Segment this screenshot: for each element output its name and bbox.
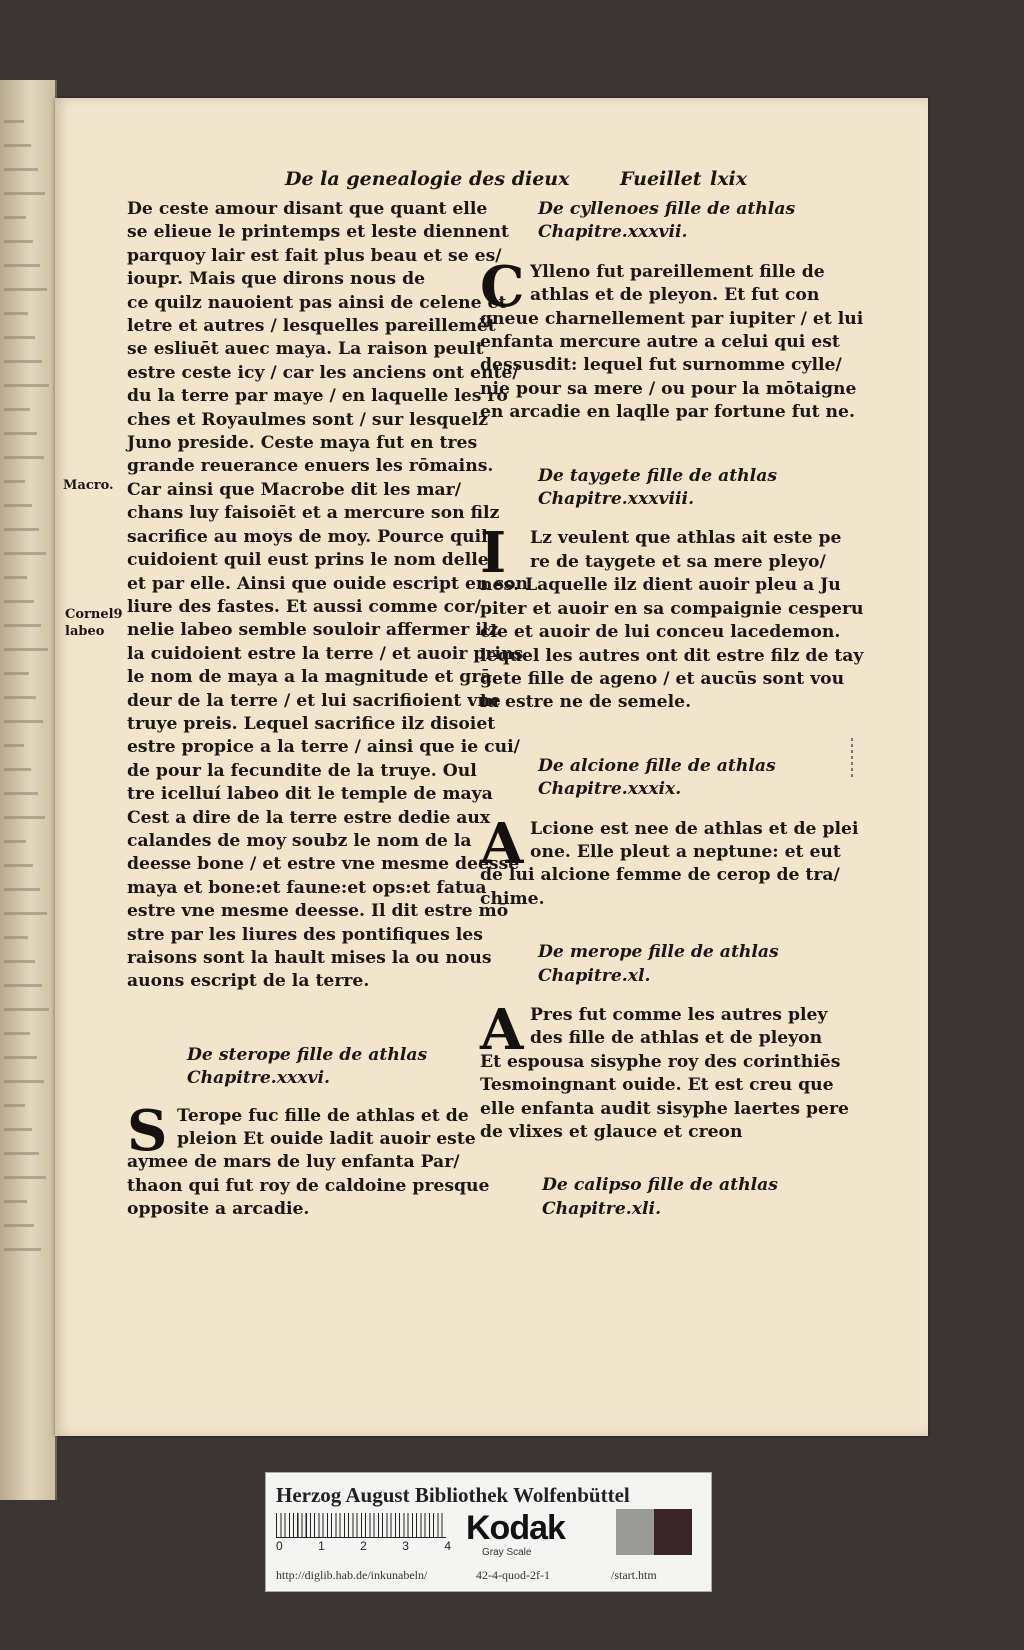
text-line: ches et Royaulmes sont / sur lesquelz [127, 409, 489, 430]
text-line: athlas et de pleyon. Et fut con [530, 285, 820, 306]
margin-note-macro: Macro. [63, 478, 114, 493]
chapter-number: Chapitre.xl. [538, 965, 651, 986]
card-title: Herzog August Bibliothek Wolfenbüttel [276, 1483, 630, 1507]
text-line: de vlixes et glauce et creon [480, 1122, 743, 1142]
drop-cap: I [480, 520, 507, 587]
text-line: sacrifice au moys de moy. Pource quilz [127, 526, 498, 547]
ghost-text-line [4, 504, 32, 507]
text-line: thaon qui fut roy de caldoine presque [127, 1175, 490, 1196]
text-line: deesse bone / et estre vne mesme deesse [127, 854, 520, 875]
ghost-text-line [4, 792, 38, 795]
folio-number: lxix [710, 168, 748, 190]
ghost-text-line [4, 456, 44, 459]
ghost-text-line [4, 264, 40, 267]
text-line: cle et auoir de lui conceu lacedemon. [480, 622, 841, 643]
ghost-text-line [4, 1008, 49, 1011]
ghost-text-line [4, 984, 42, 987]
chapter-heading: De merope fille de athlas [538, 942, 779, 963]
swatch-mid-gray [616, 1509, 654, 1555]
drop-cap: A [480, 996, 524, 1063]
text-line: lu estre ne de semele. [480, 692, 692, 713]
drop-cap: A [480, 810, 524, 877]
text-line: dessusdit: lequel fut surnomme cylle/ [480, 355, 842, 376]
text-line: letre et autres / lesquelles pareillemēt [127, 316, 496, 337]
merope-text [480, 996, 860, 1144]
drop-cap: C [480, 253, 525, 320]
text-line: truye preis. Lequel sacrifice ilz disoiet [127, 713, 496, 734]
text-line: Et espousa sisyphe roy des corinthiēs [480, 1051, 841, 1072]
text-line: raisons sont la hault mises la ou nous [127, 948, 492, 968]
text-line: Car ainsi que Macrobe dit les mar/ [127, 479, 461, 500]
previous-page-edge [0, 80, 57, 1500]
ghost-text-line [4, 168, 38, 171]
text-line: Juno preside. Ceste maya fut en tres [127, 433, 478, 454]
text-line: Pres fut comme les autres pley [530, 1004, 828, 1025]
drop-cap: S [127, 1097, 168, 1164]
text-line: et par elle. Ainsi que ouide escript en son [127, 573, 529, 594]
running-head: De la genealogie des dieux [285, 168, 570, 190]
text-line: se elieue le printemps et leste diennent [127, 222, 509, 243]
ghost-text-line [4, 1032, 30, 1035]
text-line: enfanta mercure autre a celui qui est [480, 332, 840, 353]
ghost-text-line [4, 480, 25, 483]
ghost-text-line [4, 336, 35, 339]
ghost-text-line [4, 528, 39, 531]
chapter-number: Chapitre.xxxviii. [538, 489, 695, 510]
ghost-text-line [4, 1176, 46, 1179]
folio-label: Fueillet [620, 168, 702, 190]
taygete-heading-block [480, 465, 860, 512]
text-line: deur de la terre / et lui sacrifioient vne [127, 690, 501, 711]
text-line: De ceste amour disant que quant elle [127, 199, 488, 219]
text-line: chime. [480, 888, 545, 909]
chapter-heading: De taygete fille de athlas [538, 465, 778, 486]
text-line: pleion Et ouide ladit auoir este [177, 1129, 476, 1150]
chapter-heading: De alcione fille de athlas [538, 755, 776, 776]
ghost-text-line [4, 1248, 41, 1251]
ghost-text-line [4, 288, 47, 291]
ruler-numbers [276, 1539, 451, 1553]
text-line: ce quilz nauoient pas ainsi de celene et [127, 292, 507, 313]
text-line: de lui alcione femme de cerop de tra/ [480, 865, 840, 886]
text-line: liure des fastes. Et aussi comme cor/ [127, 596, 481, 617]
ghost-text-line [4, 240, 33, 243]
color-reference-card [265, 1472, 712, 1592]
alcione-heading-block [480, 755, 860, 802]
text-line: se esliuēt auec maya. La raison peult [127, 339, 484, 360]
text-line: de pour la fecundite de la truye. Oul [127, 760, 477, 781]
ghost-text-line [4, 1224, 34, 1227]
calipso-heading-block [480, 1174, 860, 1221]
text-line: ioupr. Mais que dirons nous de [127, 269, 426, 290]
ghost-text-line [4, 840, 26, 843]
ghost-text-line [4, 936, 28, 939]
alcione-text [480, 810, 860, 912]
chapter-heading: De cyllenoes fille de athlas [538, 199, 796, 219]
ghost-text-line [4, 864, 33, 867]
text-line: elle enfanta audit sisyphe laertes pere [480, 1098, 849, 1119]
chapter-number: Chapitre.xxxvi. [187, 1068, 331, 1089]
ghost-text-line [4, 216, 26, 219]
ghost-text-line [4, 576, 27, 579]
text-line: Lcione est nee de athlas et de plei [530, 818, 859, 839]
chapter-heading: De calipso fille de athlas [542, 1175, 778, 1196]
ruler-number: 1 [318, 1539, 325, 1553]
ghost-text-line [4, 408, 30, 411]
taygete-text [480, 520, 864, 714]
ruler-number: 3 [402, 1539, 409, 1553]
ghost-text-line [4, 744, 24, 747]
text-line: cuidoient quil eust prins le nom delle [127, 550, 489, 571]
margin-note-cornel [65, 606, 123, 640]
ghost-text-line [4, 1128, 32, 1131]
ghost-text-line [4, 888, 40, 891]
text-line: chans luy faisoiēt et a mercure son filz [127, 503, 500, 524]
ghost-text-line [4, 1104, 25, 1107]
margin-note-line: labeo [65, 624, 105, 639]
ghost-text-line [4, 1200, 27, 1203]
card-url: http://diglib.hab.de/inkunabeln/ [276, 1568, 428, 1582]
chapter-number: Chapitre.xxxvii. [538, 222, 688, 243]
book-page [55, 98, 928, 1436]
ruler-number: 2 [360, 1539, 367, 1553]
gray-scale-label: Gray Scale [482, 1547, 532, 1558]
merope-heading-block [480, 941, 860, 988]
ghost-text-line [4, 120, 24, 123]
ghost-text-line [4, 360, 42, 363]
ghost-text-line [4, 432, 37, 435]
sterope-text [127, 1097, 490, 1222]
chapter-heading: De sterope fille de athlas [187, 1044, 428, 1065]
text-line: re de taygete et sa mere pleyo/ [530, 551, 826, 572]
text-line: calandes de moy soubz le nom de la [127, 830, 472, 851]
text-line: Cest a dire de la terre estre dedie aux [127, 807, 491, 828]
text-line: opposite a arcadie. [127, 1199, 310, 1220]
ghost-text-line [4, 1056, 37, 1059]
text-line: nes. Laquelle ilz dient auoir pleu a Ju [480, 575, 841, 596]
text-line: aymee de mars de luy enfanta Par/ [127, 1152, 460, 1173]
text-line: one. Elle pleut a neptune: et eut [530, 841, 841, 862]
text-line: estre vne mesme deesse. Il dit estre mō [127, 901, 509, 922]
text-line: gete fille de ageno / et aucūs sont vou [480, 668, 845, 689]
text-line: piter et auoir en sa compaignie cesperu [480, 598, 864, 619]
cyllene-heading-block [480, 198, 860, 245]
text-line: Terope fuc fille de athlas et de [177, 1105, 469, 1126]
text-line: lequel les autres ont dit estre filz de tay [480, 645, 864, 666]
ghost-text-line [4, 768, 31, 771]
text-line: le nom de maya a la magnitude et grā [127, 667, 492, 688]
text-line: nelie labeo semble souloir affermer ilz [127, 620, 499, 641]
text-line: nie pour sa mere / ou pour la mōtaigne [480, 378, 857, 399]
ruler [276, 1513, 446, 1538]
ghost-text-line [4, 696, 36, 699]
ghost-text-line [4, 624, 41, 627]
text-line: des fille de athlas et de pleyon [530, 1028, 823, 1049]
text-line: grande reuerance enuers les rōmains. [127, 456, 494, 477]
ghost-text-line [4, 960, 35, 963]
swatch-dark [654, 1509, 692, 1555]
ghost-text-line [4, 648, 48, 651]
sterope-section [127, 1044, 457, 1091]
ghost-text-line [4, 384, 49, 387]
ghost-text-line [4, 720, 43, 723]
text-line: Tesmoingnant ouide. Et est creu que [480, 1075, 834, 1096]
text-line: Ylleno fut pareillement fille de [530, 261, 825, 282]
ghost-text-line [4, 192, 45, 195]
chapter-number: Chapitre.xxxix. [538, 779, 682, 800]
ghost-text-line [4, 1080, 44, 1083]
gray-swatches [616, 1509, 692, 1555]
ghost-text-line [4, 144, 31, 147]
text-line: du la terre par maye / en laquelle les ro [127, 386, 508, 407]
right-column [480, 198, 864, 1221]
margin-mark [851, 738, 853, 778]
margin-note-line: Cornel9 [65, 607, 123, 622]
chapter-number: Chapitre.xli. [542, 1198, 662, 1219]
text-line: la cuidoient estre la terre / et auoir prins [127, 643, 524, 664]
text-line: estre ceste icy / car les anciens ont entē/ [127, 362, 519, 383]
ruler-number: 0 [276, 1539, 283, 1553]
kodak-logo: Kodak [466, 1509, 565, 1547]
text-line: auons escript de la terre. [127, 971, 370, 992]
ghost-text-line [4, 672, 29, 675]
card-start: /start.htm [611, 1568, 657, 1582]
text-line: gneue charnellement par iupiter / et lui [480, 308, 864, 329]
ghost-text-line [4, 912, 47, 915]
text-line: stre par les liures des pontifiques les [127, 924, 483, 945]
text-line: parquoy lair est fait plus beau et se es/ [127, 245, 502, 266]
ghost-text-line [4, 312, 28, 315]
text-line: tre icelluí labeo dit le temple de maya [127, 784, 493, 805]
ghost-text-line [4, 1152, 39, 1155]
text-line: en arcadie en laqlle par fortune fut ne. [480, 402, 855, 423]
card-identifier: 42-4-quod-2f-1 [476, 1568, 550, 1582]
ghost-text-line [4, 816, 45, 819]
cyllene-text [480, 253, 864, 425]
text-line: Lz veulent que athlas ait este pe [530, 528, 842, 549]
ghost-text-line [4, 552, 46, 555]
text-line: estre propice a la terre / ainsi que ie cui/ [127, 737, 520, 758]
ruler-number: 4 [444, 1539, 451, 1553]
ghost-text-line [4, 600, 34, 603]
text-line: maya et bone:et faune:et ops:et fatua [127, 877, 487, 898]
